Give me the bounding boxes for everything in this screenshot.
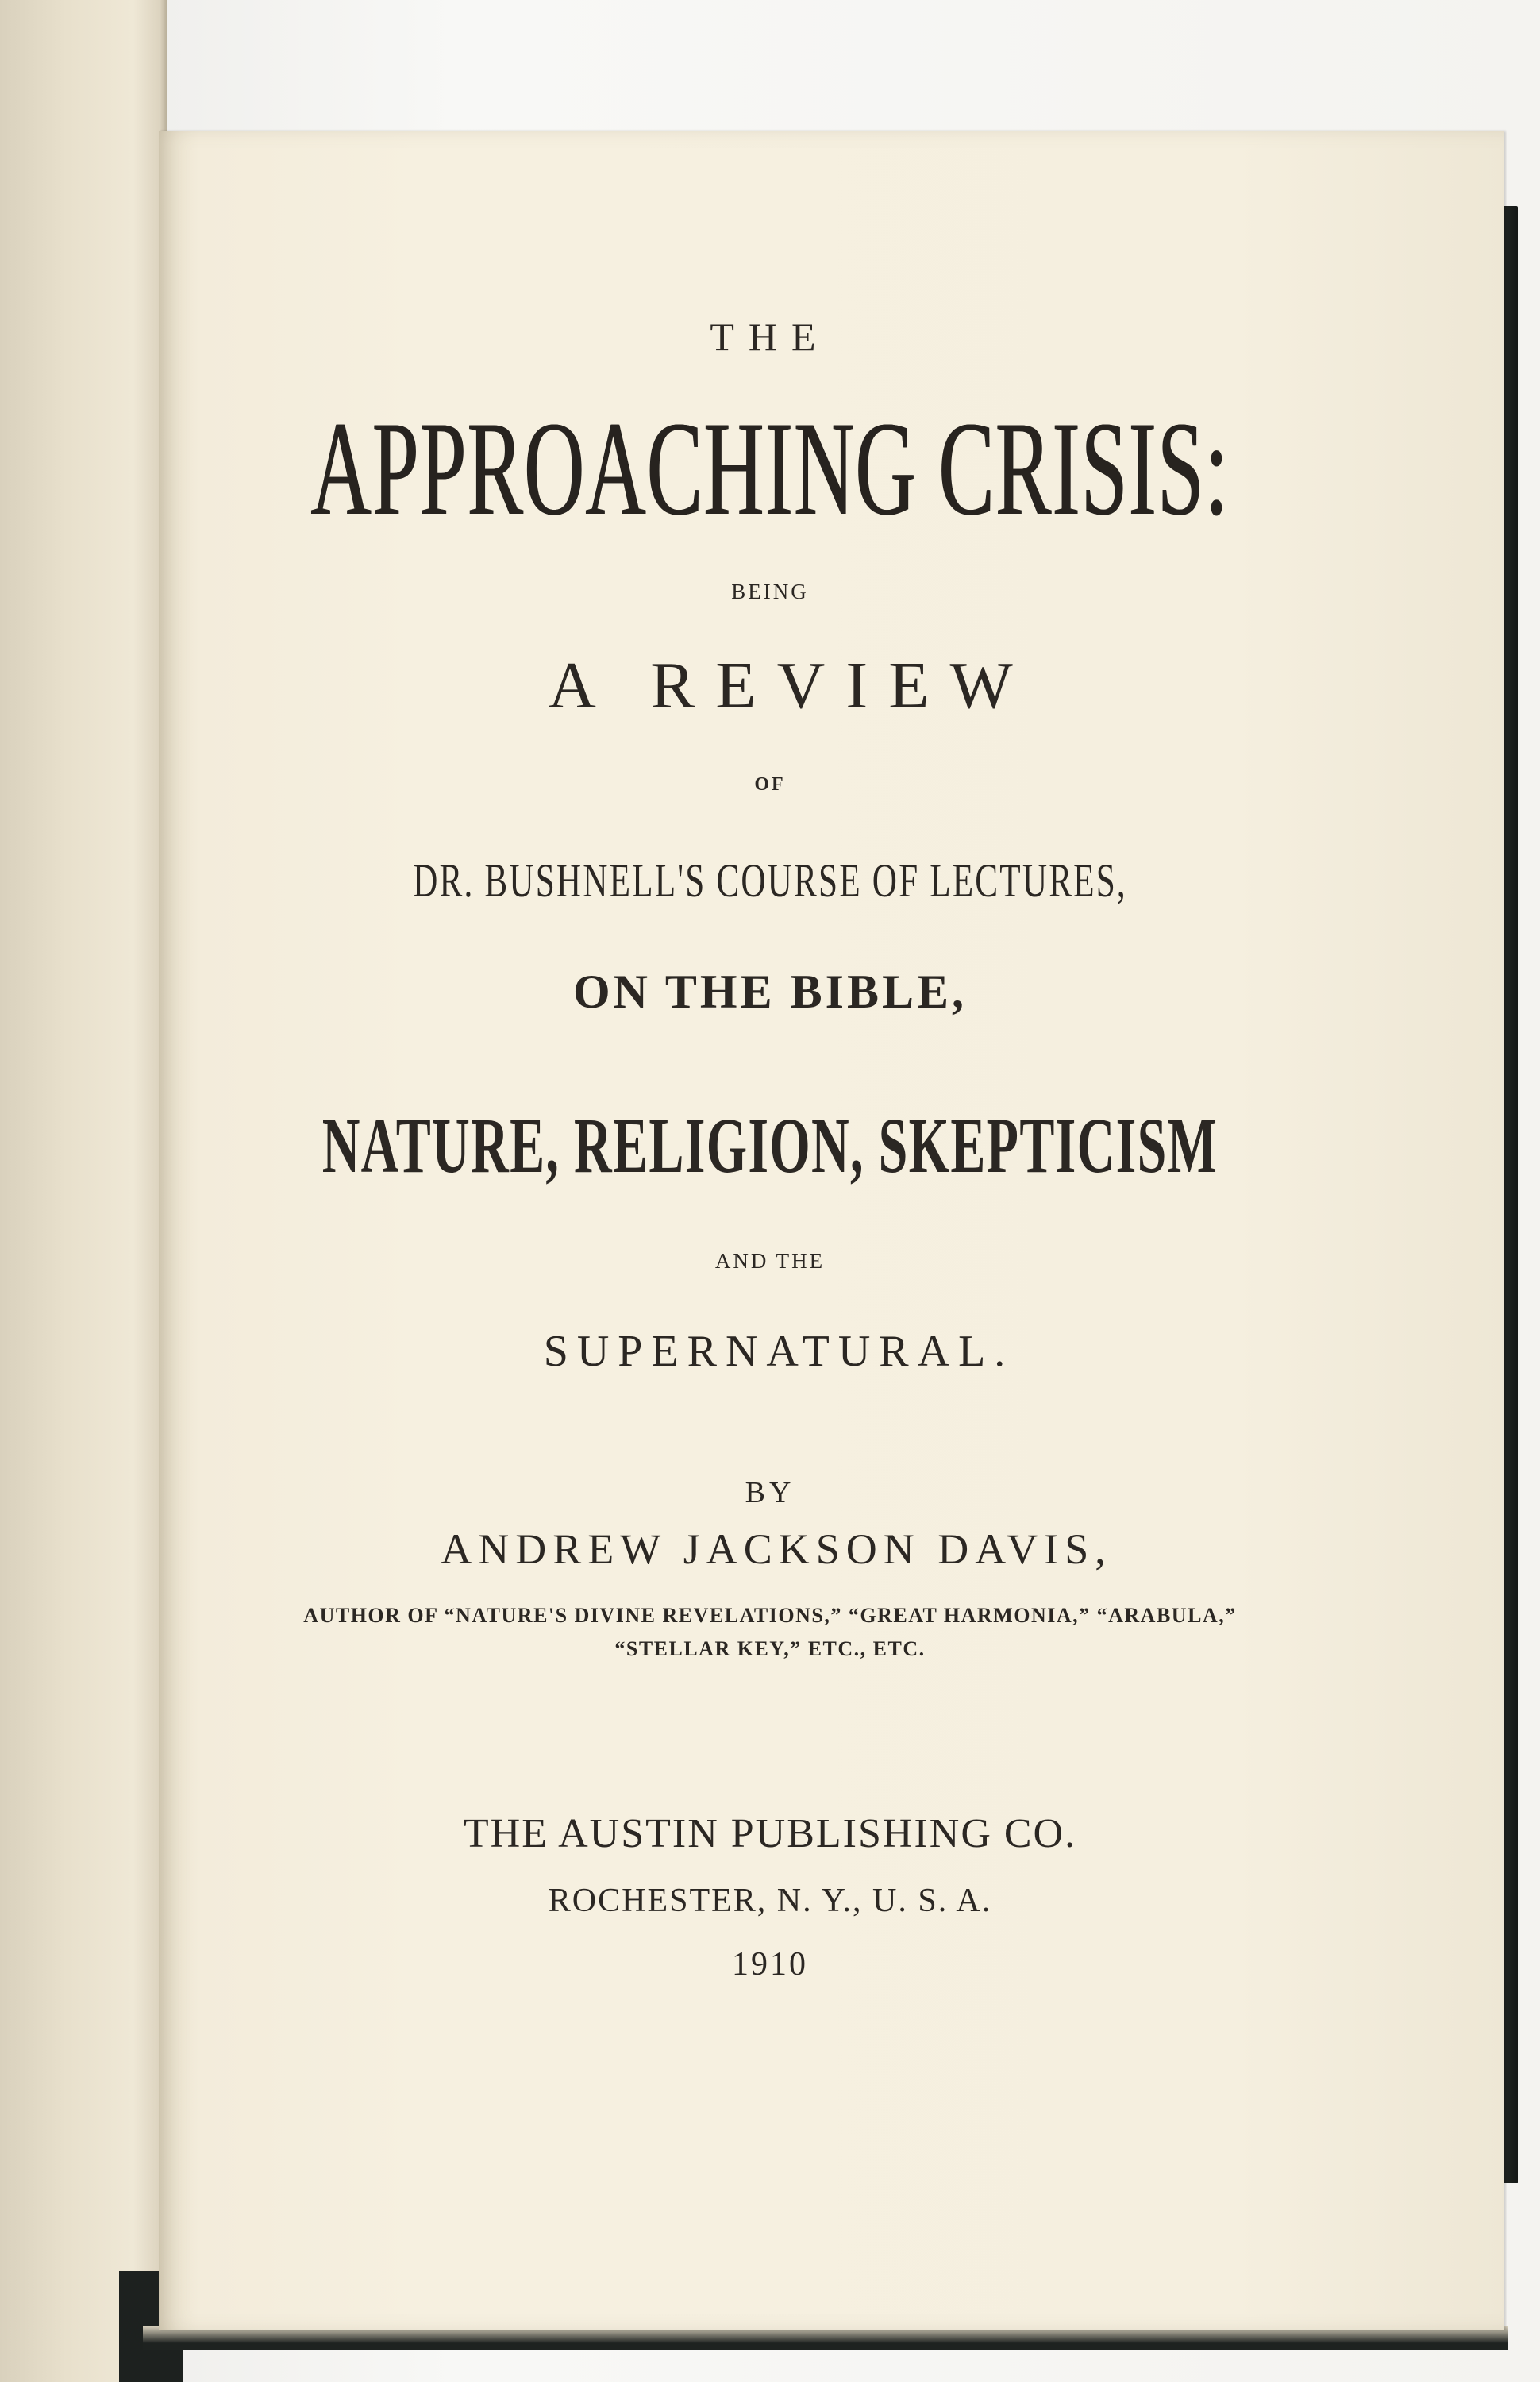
subjects-line: NATURE, RELIGION, SKEPTICISM — [321, 1101, 1219, 1189]
being-line: BEING — [731, 580, 809, 603]
and-the-line: AND THE — [714, 1249, 826, 1273]
pre-title: THE — [710, 314, 830, 359]
other-works-line-2: “STELLAR KEY,” ETC., ETC. — [614, 1637, 926, 1660]
publisher: THE AUSTIN PUBLISHING CO. — [463, 1811, 1077, 1856]
review-line: A REVIEW — [548, 649, 1034, 723]
supernatural-line: SUPERNATURAL. — [543, 1327, 1014, 1376]
publication-year: 1910 — [732, 1946, 808, 1983]
of-line: OF — [754, 774, 786, 795]
book-title: APPROACHING CRISIS: — [310, 394, 1230, 543]
other-works-line-1: AUTHOR OF “NATURE'S DIVINE REVELATIONS,” “GREAT HARMONIA,” “ARABULA,” — [303, 1604, 1237, 1627]
author-name: ANDREW JACKSON DAVIS, — [441, 1525, 1112, 1573]
lectures-line: DR. BUSHNELL'S COURSE OF LECTURES, — [413, 854, 1127, 907]
publisher-city: ROCHESTER, N. Y., U. S. A. — [548, 1883, 992, 1919]
by-line: BY — [745, 1476, 795, 1509]
bible-line: ON THE BIBLE, — [572, 966, 968, 1018]
